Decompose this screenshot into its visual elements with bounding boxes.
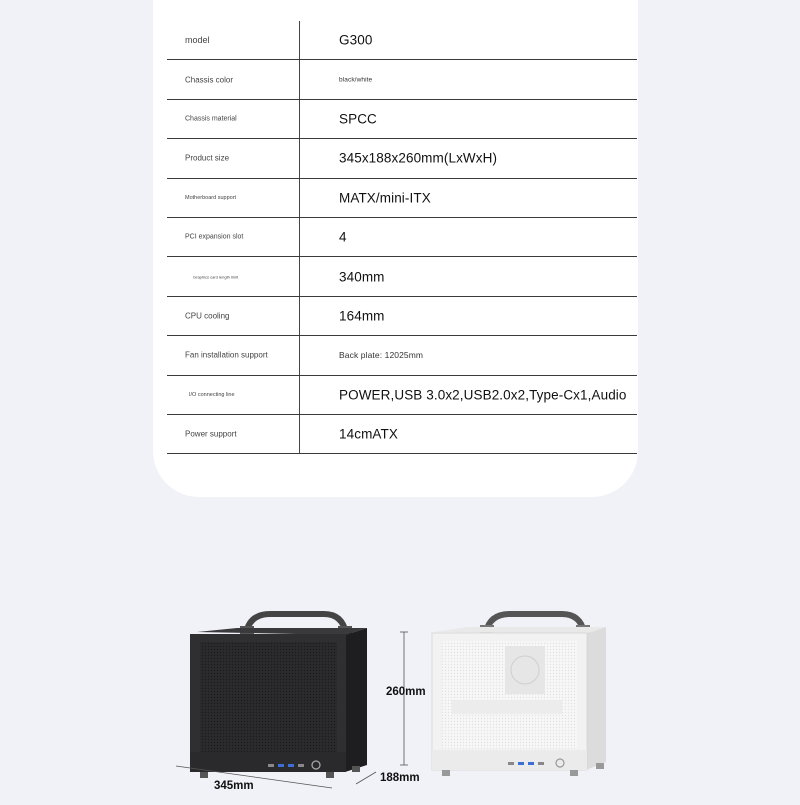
spec-label: Chassis material: [185, 115, 237, 123]
foot: [442, 770, 450, 776]
io-port: [298, 764, 304, 767]
spec-value: 4: [339, 229, 347, 245]
spec-value: 164mm: [339, 308, 385, 324]
spec-row-pci-slot: [167, 218, 637, 257]
spec-row-chassis-color: [167, 60, 637, 99]
spec-value: 345x188x260mm(LxWxH): [339, 150, 498, 166]
io-strip: [432, 750, 587, 770]
column-divider: [299, 100, 300, 138]
usb-port-icon: [518, 762, 524, 765]
io-port: [268, 764, 274, 767]
spec-row-model: [167, 21, 637, 60]
gpu-silhouette: [452, 700, 562, 714]
spec-row-product-size: [167, 139, 637, 178]
spec-label: Graphics card length limit: [193, 274, 239, 280]
spec-value: SPCC: [339, 111, 377, 127]
spec-label: Chassis color: [185, 75, 234, 85]
foot: [352, 766, 360, 772]
spec-label: I/O connecting line: [189, 391, 235, 398]
case-side: [586, 627, 606, 770]
length-dimension-label: 345mm: [214, 780, 254, 792]
io-port: [508, 762, 514, 765]
spec-label: PCI expansion slot: [185, 233, 244, 241]
spec-label: model: [185, 35, 210, 46]
column-divider: [299, 415, 300, 453]
spec-value: G300: [339, 32, 373, 48]
product-image-area: [0, 520, 800, 800]
column-divider: [299, 218, 300, 256]
usb-port-icon: [288, 764, 294, 767]
column-divider: [299, 21, 300, 59]
spec-row-fan-support: [167, 336, 637, 375]
spec-value: 14cmATX: [339, 426, 398, 442]
foot: [200, 772, 208, 778]
case-side: [345, 628, 367, 772]
spec-label: Product size: [185, 153, 230, 163]
spec-value: MATX/mini-ITX: [339, 190, 431, 206]
height-dimension-label: 260mm: [386, 686, 426, 698]
spec-row-cpu-cooling: [167, 297, 637, 336]
spec-row-motherboard: [167, 179, 637, 218]
column-divider: [299, 376, 300, 414]
mesh-panel: [200, 642, 337, 752]
spec-table: [167, 21, 637, 454]
spec-row-io: [167, 376, 637, 415]
usb-port-icon: [528, 762, 534, 765]
case-top: [197, 628, 367, 635]
column-divider: [299, 297, 300, 335]
io-strip: [190, 752, 346, 772]
spec-row-graphics-card: [167, 257, 637, 296]
spec-value: POWER,USB 3.0x2,USB2.0x2,Type-Cx1,Audio: [339, 387, 627, 403]
spec-label: CPU cooling: [185, 311, 230, 321]
black-case: [190, 614, 367, 778]
spec-row-power-support: [167, 415, 637, 454]
spec-row-chassis-material: [167, 100, 637, 139]
spec-label: Motherboard support: [185, 194, 237, 201]
white-case: [432, 614, 606, 776]
spec-value: 340mm: [339, 269, 385, 285]
spec-value: black/white: [339, 76, 373, 84]
column-divider: [299, 257, 300, 295]
foot: [570, 770, 578, 776]
io-port: [538, 762, 544, 765]
width-dimension-label: 188mm: [380, 772, 420, 784]
usb-port-icon: [278, 764, 284, 767]
spec-value: Back plate: 12025mm: [339, 350, 424, 361]
column-divider: [299, 336, 300, 374]
foot: [596, 763, 604, 769]
foot: [326, 772, 334, 778]
spec-label: Power support: [185, 429, 237, 439]
spec-label: Fan installation support: [185, 350, 268, 360]
column-divider: [299, 179, 300, 217]
column-divider: [299, 60, 300, 98]
product-illustration: [0, 520, 800, 800]
column-divider: [299, 139, 300, 177]
